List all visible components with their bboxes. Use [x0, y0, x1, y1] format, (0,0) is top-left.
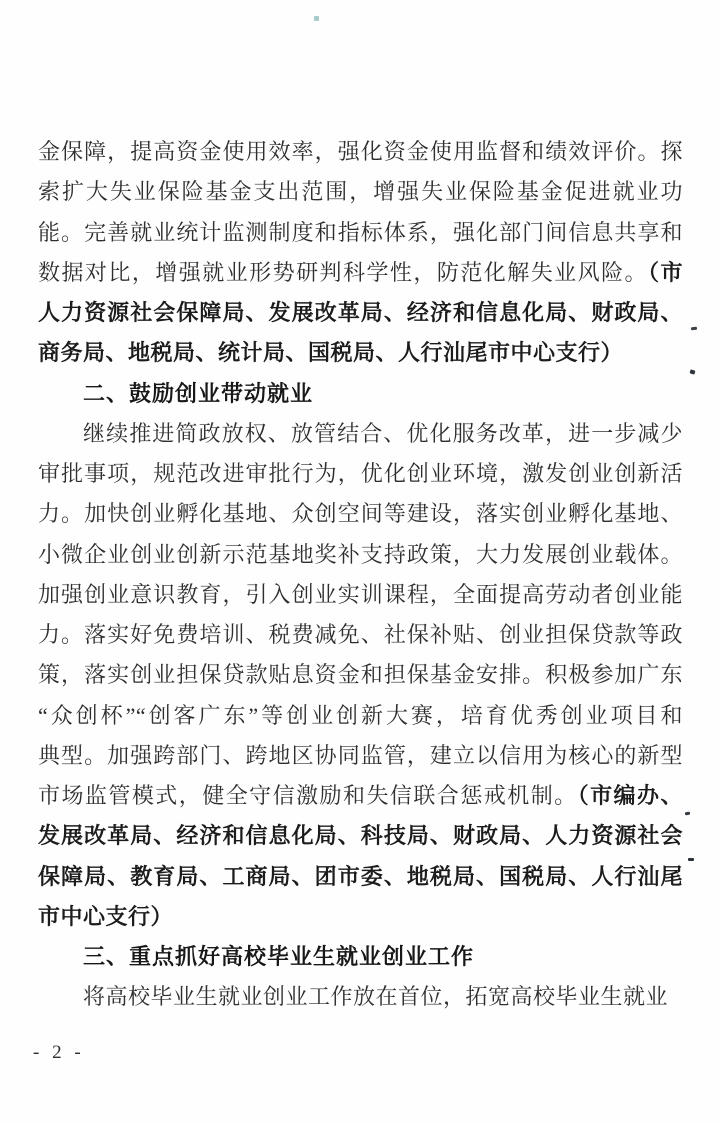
- text-segment: 商务局、地税局、统计局、国税局、人行汕尾市中心支行）: [38, 340, 624, 366]
- text-line: [38, 454, 683, 494]
- text-line: [38, 575, 683, 615]
- scan-speck: [688, 858, 694, 861]
- text-segment: 力。落实好免费培训、税费减免、社保补贴、创业担保贷款等政: [38, 622, 683, 647]
- text-segment: 三、重点抓好高校毕业生就业创业工作: [83, 944, 475, 969]
- text-segment: 典型。加强跨部门、跨地区协同监管，建立以信用为核心的新型: [38, 742, 683, 768]
- text-line: [38, 333, 683, 373]
- text-line: [38, 977, 683, 1017]
- text-line: [38, 253, 683, 293]
- text-segment: （市编办、: [577, 783, 683, 808]
- text-line: [38, 816, 683, 856]
- text-segment: 市中心支行）: [38, 903, 174, 929]
- text-line: [38, 776, 683, 816]
- text-segment: 二、鼓励创业带动就业: [83, 380, 314, 406]
- text-segment: 加强创业意识教育，引入创业实训课程，全面提高劳动者创业能: [38, 581, 683, 607]
- text-segment: 将高校毕业生就业创业工作放在首位，拓宽高校毕业生就业: [83, 984, 669, 1010]
- text-segment: “众创杯”“创客广东”等创业创新大赛，培育优秀创业项目和: [38, 702, 683, 728]
- text-line: [38, 615, 683, 655]
- text-segment: 保障局、教育局、工商局、团市委、地税局、国税局、人行汕尾: [38, 863, 683, 889]
- text-segment: 人力资源社会保障局、发展改革局、经济和信息化局、财政局、: [38, 300, 683, 325]
- scan-speck: [690, 369, 696, 374]
- text-line: [38, 696, 683, 736]
- text-line: [38, 132, 683, 172]
- text-segment: 数据对比，增强就业形势研判科学性，防范化解失业风险。: [38, 259, 649, 285]
- text-segment: 策，落实创业担保贷款贴息资金和担保基金安排。积极参加广东: [38, 662, 683, 688]
- text-segment: 索扩大失业保险基金支出范围，增强失业保险基金促进就业功: [38, 179, 683, 205]
- text-segment: 市场监管模式，健全守信激励和失信联合惩戒机制。: [38, 783, 578, 808]
- text-segment: 发展改革局、经济和信息化局、科技局、财政局、人力资源社会: [38, 823, 683, 849]
- text-line: [38, 655, 683, 695]
- text-line: [38, 857, 683, 897]
- section-heading: [38, 374, 683, 414]
- text-line: [38, 535, 683, 575]
- text-line: [38, 897, 683, 937]
- text-line: [38, 736, 683, 776]
- text-segment: 小微企业创业创新示范基地奖补支持政策，大力发展创业载体。: [38, 541, 683, 567]
- text-line: [38, 494, 683, 534]
- text-line: [38, 293, 683, 333]
- text-line: [38, 172, 683, 212]
- text-segment: 能。完善就业统计监测制度和指标体系，强化部门间信息共享和: [38, 219, 683, 245]
- scan-speck-teal: [314, 16, 319, 21]
- section-heading: [38, 937, 683, 977]
- text-line: [38, 414, 683, 454]
- text-segment: 力。加快创业孵化基地、众创空间等建设，落实创业孵化基地、: [38, 501, 683, 527]
- text-line: [38, 213, 683, 253]
- text-segment: 继续推进简政放权、放管结合、优化服务改革，进一步减少: [83, 420, 683, 446]
- text-segment: 金保障，提高资金使用效率，强化资金使用监督和绩效评价。探: [38, 139, 683, 164]
- text-segment: （市: [648, 259, 683, 285]
- page-number: - 2 -: [33, 1042, 85, 1063]
- text-segment: 审批事项，规范改进审批行为，优化创业环境，激发创业创新活: [38, 461, 683, 486]
- scan-speck: [685, 812, 690, 816]
- scan-speck: [691, 327, 697, 331]
- text-block: [38, 132, 683, 1018]
